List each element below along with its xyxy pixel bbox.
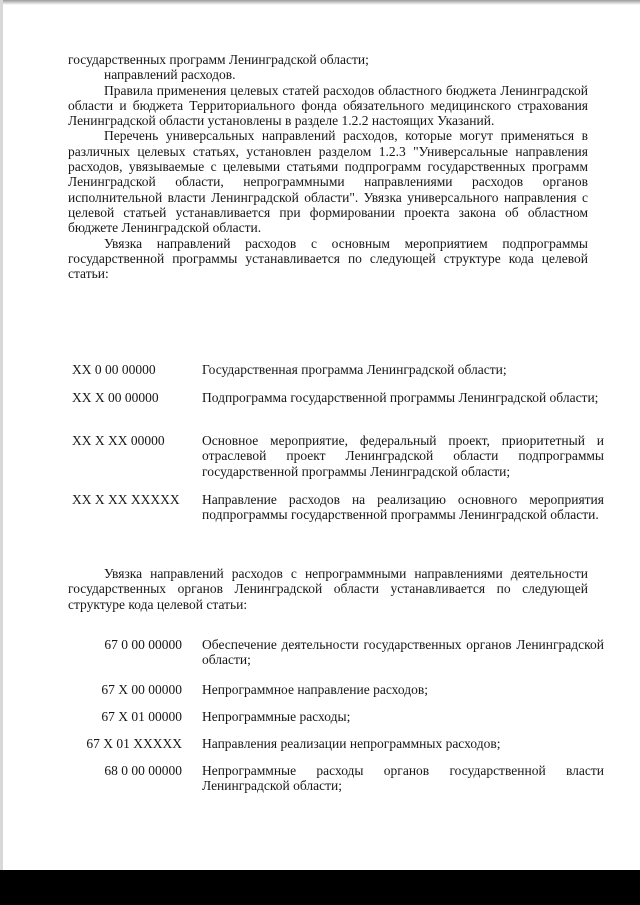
code-value: XX X 00 00000	[72, 390, 159, 405]
code-value: 67 X 01 00000	[101, 709, 182, 724]
code-value: 67 0 00 00000	[104, 637, 182, 652]
nonprogram-intro-block	[68, 566, 588, 612]
code-description: Непрограммные расходы;	[202, 709, 351, 724]
code-description: Непрограммные расходы органов государственной власти Ленинградской области;	[202, 763, 604, 794]
paragraph-3: Правила применения целевых статей расходов областного бюджета Ленинградской области и бюджета Территориального фонда обязательного медицинского страхования Ленинградской области установлены в разделе 1.2.2 настоящих Указаний.	[68, 82, 588, 129]
scan-bottom-edge	[0, 870, 640, 905]
code-description: Направление расходов на реализацию основного мероприятия подпрограммы государственной программы Ленинградской области.	[202, 492, 604, 523]
paragraph-4: Перечень универсальных направлений расходов, которые могут применяться в различных целевых статьях, установлен разделом 1.2.3 "Универсальные направления расходов, увязываемые с целевыми статьями подпрограмм государственных программ Ленинградской области, непрограммными направлениями расходов органов исполнительной власти Ленинградской области". Увязка универсального направления с целевой статьей устанавливается при формировании проекта закона об областном бюджете Ленинградской области.	[68, 128, 588, 236]
intro-text	[68, 52, 588, 281]
scan-top-edge	[0, 0, 640, 5]
code-value: 67 X 01 XXXXX	[86, 736, 182, 751]
code-value: XX X XX XXXXX	[72, 492, 180, 507]
code-description: Основное мероприятие, федеральный проект, приоритетный и отраслевой проект Ленинградской области подпрограммы государственной программы Ленинградской области;	[202, 433, 604, 479]
code-value: 67 X 00 00000	[101, 682, 182, 697]
code-value: XX 0 00 00000	[72, 362, 156, 377]
code-description: Государственная программа Ленинградской области;	[202, 362, 507, 377]
paragraph-1: государственных программ Ленинградской области;	[68, 52, 369, 67]
code-value: XX X XX 00000	[72, 433, 165, 448]
scan-left-edge	[0, 0, 3, 870]
code-value: 68 0 00 00000	[104, 763, 182, 778]
code-description: Направления реализации непрограммных расходов;	[202, 736, 501, 751]
code-description: Подпрограмма государственной программы Ленинградской области;	[202, 390, 599, 405]
code-description: Непрограммное направление расходов;	[202, 682, 428, 697]
code-description: Обеспечение деятельности государственных органов Ленинградской области;	[202, 637, 604, 668]
paragraph-2: направлений расходов.	[104, 67, 236, 83]
nonprogram-intro: Увязка направлений расходов с непрограммными направлениями деятельности государственных органов Ленинградской области устанавливается по следующей структуре кода целевой статьи:	[68, 566, 588, 612]
paragraph-5: Увязка направлений расходов с основным мероприятием подпрограммы государственной программы устанавливается по следующей структуре кода целевой статьи:	[68, 235, 588, 282]
